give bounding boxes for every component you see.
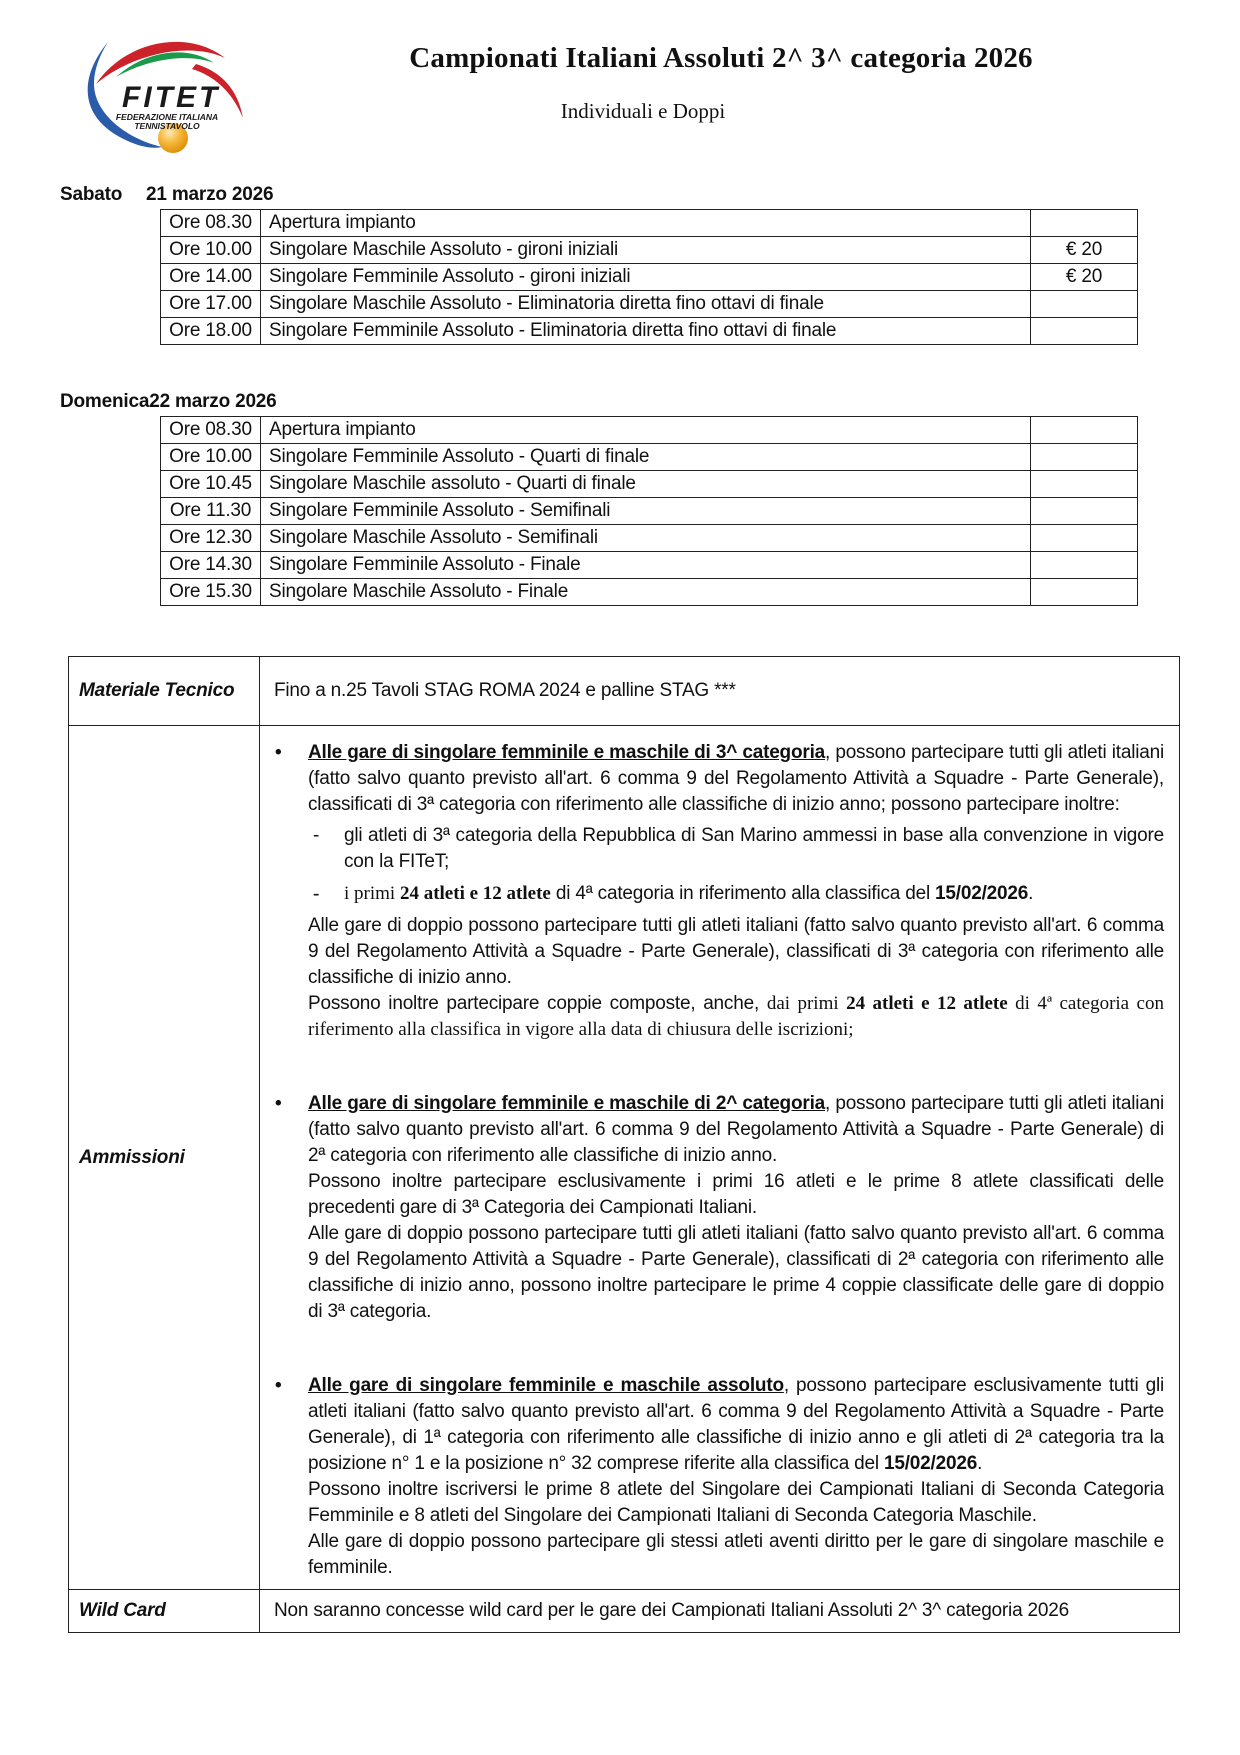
schedule-row xyxy=(161,525,1138,552)
materiale-value: Fino a n.25 Tavoli STAG ROMA 2024 e palline STAG *** xyxy=(260,657,1180,726)
event-cell: Singolare Femminile Assoluto - Finale xyxy=(261,552,1031,579)
text-run: Alle gare di doppio possono partecipare tutti gli atleti italiani (fatto salvo quanto previsto all'art. 6 comma 9 del Regolamento Attività a Squadre - Parte Generale), classificati di 3ª categoria con riferimento alle classifiche di inizio anno. xyxy=(308,915,1164,988)
schedule-day-heading xyxy=(60,391,1240,413)
fee-cell: € 20 xyxy=(1031,237,1138,264)
event-cell: Singolare Maschile Assoluto - Semifinali xyxy=(261,525,1031,552)
dash-subitem xyxy=(308,881,1164,907)
text-run: Possono inoltre iscriversi le prime 8 atlete del Singolare dei Campionati Italiani di Seconda Categoria Femminile e 8 atleti del Singolare dei Campionati Italiani di Seconda Categoria Maschile. xyxy=(308,1479,1164,1526)
paragraph xyxy=(308,1091,1164,1169)
schedule-row xyxy=(161,552,1138,579)
text-run: di 4ª categoria con riferimento alla classifica in vigore alla data di chiusura delle iscrizioni; xyxy=(308,993,1164,1040)
wildcard-value: Non saranno concesse wild card per le gare dei Campionati Italiani Assoluti 2^ 3^ categoria 2026 xyxy=(260,1590,1180,1633)
text-run: Alle gare di singolare femminile e maschile di 3^ categoria xyxy=(308,742,826,763)
fee-cell xyxy=(1031,471,1138,498)
text-run: Alle gare di singolare femminile e maschile assoluto xyxy=(308,1375,784,1396)
paragraph xyxy=(344,881,1164,907)
text-run: Alle gare di doppio possono partecipare gli stessi atleti aventi diritto per le gare di singolare maschile e femminile. xyxy=(308,1531,1164,1578)
schedules xyxy=(60,184,1240,606)
event-cell: Singolare Femminile Assoluto - Quarti di finale xyxy=(261,444,1031,471)
event-cell: Singolare Maschile assoluto - Quarti di finale xyxy=(261,471,1031,498)
event-cell: Singolare Femminile Assoluto - gironi iniziali xyxy=(261,264,1031,291)
schedule-table xyxy=(160,416,1138,606)
page-title: Campionati Italiani Assoluti 2^ 3^ categoria 2026 xyxy=(409,42,1033,74)
ammissioni-label: Ammissioni xyxy=(69,726,260,1590)
event-cell: Apertura impianto xyxy=(261,210,1031,237)
text-run: , possono partecipare tutti gli atleti italiani (fatto salvo quanto previsto all'art. 6 comma 9 del Regolamento Attività a Squadre - Parte Generale) di 2ª categoria con riferimento alle classifiche di inizio anno. xyxy=(308,1093,1164,1166)
info-table xyxy=(68,656,1180,1633)
fee-cell xyxy=(1031,579,1138,606)
paragraph xyxy=(308,1221,1164,1325)
paragraph xyxy=(344,823,1164,875)
paragraph xyxy=(308,1529,1164,1581)
paragraph xyxy=(308,991,1164,1043)
text-run: 15/02/2026 xyxy=(935,883,1029,904)
wildcard-row xyxy=(69,1590,1180,1633)
bullet-body xyxy=(308,1091,1164,1325)
text-run: Possono inoltre partecipare esclusivamente i primi 16 atleti e le prime 8 atlete classificati delle precedenti gare di 3ª Categoria dei Campionati Italiani. xyxy=(308,1171,1164,1218)
time-cell: Ore 08.30 xyxy=(161,210,261,237)
fee-cell xyxy=(1031,444,1138,471)
event-cell: Singolare Maschile Assoluto - Eliminatoria diretta fino ottavi di finale xyxy=(261,291,1031,318)
logo-wordmark: FITET xyxy=(122,81,221,114)
time-cell: Ore 18.00 xyxy=(161,318,261,345)
date-label: 21 marzo 2026 xyxy=(146,184,274,205)
fee-cell xyxy=(1031,417,1138,444)
paragraph xyxy=(308,913,1164,991)
schedule-row xyxy=(161,318,1138,345)
fitet-logo xyxy=(72,28,262,154)
time-cell: Ore 10.00 xyxy=(161,444,261,471)
materiale-label: Materiale Tecnico xyxy=(69,657,260,726)
event-cell: Apertura impianto xyxy=(261,417,1031,444)
schedule-row xyxy=(161,237,1138,264)
text-run: 24 atleti e 12 atlete xyxy=(399,883,551,904)
text-run: Alle gare di doppio possono partecipare tutti gli atleti italiani (fatto salvo quanto previsto all'art. 6 comma 9 del Regolamento Attività a Squadre - Parte Generale), classificati di 2ª categoria con riferimento alle classifiche di inizio anno, possono inoltre partecipare le prime 4 coppie classificate delle gare di doppio di 3ª categoria. xyxy=(308,1223,1164,1322)
schedule-table xyxy=(160,209,1138,345)
text-run: , possono partecipare tutti gli atleti italiani (fatto salvo quanto previsto all'art. 6 comma 9 del Regolamento Attività a Squadre - Parte Generale), classificati di 3ª categoria con riferimento alle classifiche di inizio anno; possono partecipare inoltre: xyxy=(308,742,1164,815)
fee-cell xyxy=(1031,318,1138,345)
logo-line1: FEDERAZIONE ITALIANA xyxy=(115,112,219,122)
text-run: 24 atleti e 12 atlete xyxy=(846,993,1008,1014)
schedule-row xyxy=(161,498,1138,525)
time-cell: Ore 15.30 xyxy=(161,579,261,606)
text-run: di 4ª categoria in riferimento alla classifica del xyxy=(550,883,936,904)
event-cell: Singolare Femminile Assoluto - Semifinali xyxy=(261,498,1031,525)
time-cell: Ore 17.00 xyxy=(161,291,261,318)
time-cell: Ore 11.30 xyxy=(161,498,261,525)
text-run: Possono inoltre partecipare coppie composte, anche, xyxy=(308,993,767,1014)
schedule-row xyxy=(161,444,1138,471)
time-cell: Ore 10.45 xyxy=(161,471,261,498)
document-header xyxy=(0,0,1240,154)
day-label: Domenica xyxy=(60,391,150,412)
bullet-icon: • xyxy=(275,742,282,763)
dash-icon: - xyxy=(313,825,320,846)
schedule-row xyxy=(161,264,1138,291)
fee-cell xyxy=(1031,498,1138,525)
time-cell: Ore 10.00 xyxy=(161,237,261,264)
ammissioni-bullet xyxy=(272,1373,1164,1581)
time-cell: Ore 08.30 xyxy=(161,417,261,444)
bullet-icon: • xyxy=(275,1093,282,1114)
text-run: , possono partecipare esclusivamente tutti gli atleti italiani (fatto salvo quanto previsto all'art. 6 comma 9 del Regolamento Attività a Squadre - Parte Generale), di 1ª categoria con riferimento alle classifiche di inizio anno e gli atleti di 2ª categoria tra la posizione n° 1 e la posizione n° 32 comprese riferite alla classifica del xyxy=(308,1375,1164,1474)
fee-cell xyxy=(1031,525,1138,552)
logo-red-arc-top xyxy=(96,42,225,84)
time-cell: Ore 14.00 xyxy=(161,264,261,291)
fee-cell xyxy=(1031,291,1138,318)
ammissioni-content xyxy=(260,726,1180,1590)
paragraph xyxy=(308,1169,1164,1221)
fee-cell xyxy=(1031,210,1138,237)
text-run: dai primi xyxy=(766,993,847,1014)
dash-icon: - xyxy=(313,883,320,904)
text-run: . xyxy=(977,1453,983,1474)
day-label: Sabato xyxy=(60,184,123,205)
page-subtitle: Individuali e Doppi xyxy=(560,99,726,123)
text-run: i primi xyxy=(344,883,400,904)
event-cell: Singolare Femminile Assoluto - Eliminatoria diretta fino ottavi di finale xyxy=(261,318,1031,345)
time-cell: Ore 14.30 xyxy=(161,552,261,579)
event-cell: Singolare Maschile Assoluto - Finale xyxy=(261,579,1031,606)
bullet-body xyxy=(308,1373,1164,1581)
schedule-section xyxy=(60,391,1240,606)
paragraph xyxy=(308,1477,1164,1529)
event-cell: Singolare Maschile Assoluto - gironi iniziali xyxy=(261,237,1031,264)
text-run: 15/02/2026 xyxy=(883,1453,978,1474)
fee-cell: € 20 xyxy=(1031,264,1138,291)
ammissioni-bullet xyxy=(272,1091,1164,1325)
title-block xyxy=(262,28,1180,154)
materiale-row xyxy=(69,657,1180,726)
fee-cell xyxy=(1031,552,1138,579)
schedule-section xyxy=(60,184,1240,345)
time-cell: Ore 12.30 xyxy=(161,525,261,552)
text-run: Alle gare di singolare femminile e maschile di 2^ categoria xyxy=(308,1093,826,1114)
paragraph xyxy=(308,1373,1164,1477)
fitet-logo-graphic xyxy=(72,28,262,154)
paragraph xyxy=(308,740,1164,818)
schedule-day-heading xyxy=(60,184,1240,206)
date-label: 22 marzo 2026 xyxy=(149,391,277,412)
schedule-row xyxy=(161,210,1138,237)
dash-subitem xyxy=(308,823,1164,875)
bullet-icon: • xyxy=(275,1375,282,1396)
ammissioni-row xyxy=(69,726,1180,1590)
bullet-body xyxy=(308,740,1164,1043)
schedule-row xyxy=(161,471,1138,498)
schedule-row xyxy=(161,417,1138,444)
schedule-row xyxy=(161,579,1138,606)
wildcard-label: Wild Card xyxy=(69,1590,260,1633)
ammissioni-bullet xyxy=(272,740,1164,1043)
logo-line2: TENNISTAVOLO xyxy=(134,121,200,131)
text-run: gli atleti di 3ª categoria della Repubblica di San Marino ammessi in base alla convenzione in vigore con la FITeT; xyxy=(344,825,1164,872)
text-run: . xyxy=(1028,883,1034,904)
schedule-row xyxy=(161,291,1138,318)
